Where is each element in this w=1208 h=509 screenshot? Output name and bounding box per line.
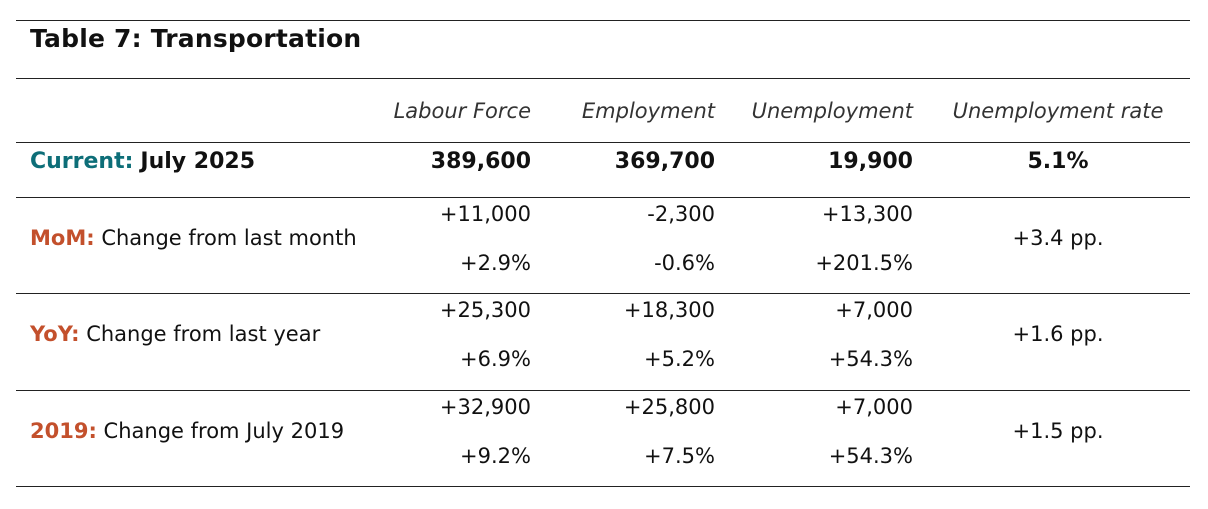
table-top-rule <box>16 20 1190 21</box>
yoy-employment-abs: +18,300 <box>623 298 715 322</box>
table-title: Table 7: Transportation <box>30 24 362 53</box>
yoy-employment-pct: +5.2% <box>644 347 715 371</box>
current-labour-force: 389,600 <box>430 149 531 174</box>
yoy-unemployment-abs: +7,000 <box>835 298 913 322</box>
yoy-rule <box>16 390 1190 391</box>
since-2019-employment-abs: +25,800 <box>623 395 715 419</box>
since-2019-description: Change from July 2019 <box>103 419 345 443</box>
current-unemployment: 19,900 <box>828 149 913 174</box>
mom-employment-abs: -2,300 <box>647 202 715 226</box>
yoy-unemployment-pct: +54.3% <box>828 347 913 371</box>
since-2019-unemployment-rate: +1.5 pp. <box>1012 419 1104 443</box>
mom-unemployment-rate: +3.4 pp. <box>1012 226 1104 250</box>
header-labour-force: Labour Force <box>393 99 531 123</box>
since-2019-unemployment-abs: +7,000 <box>835 395 913 419</box>
header-rule <box>16 142 1190 143</box>
header-employment: Employment <box>581 99 715 123</box>
mom-employment-pct: -0.6% <box>654 251 715 275</box>
mom-unemployment-abs: +13,300 <box>821 202 913 226</box>
yoy-unemployment-rate: +1.6 pp. <box>1012 322 1104 346</box>
yoy-tag: YoY: <box>30 322 80 346</box>
mom-labour-force-pct: +2.9% <box>460 251 531 275</box>
header-unemployment: Unemployment <box>751 99 913 123</box>
header-unemployment-rate: Unemployment rate <box>952 99 1164 123</box>
table-bottom-rule <box>16 486 1190 487</box>
yoy-labour-force-abs: +25,300 <box>439 298 531 322</box>
current-unemployment-rate: 5.1% <box>1027 149 1089 174</box>
current-employment: 369,700 <box>614 149 715 174</box>
mom-description: Change from last month <box>101 226 357 250</box>
since-2019-unemployment-pct: +54.3% <box>828 444 913 468</box>
current-period: July 2025 <box>140 149 256 174</box>
yoy-description: Change from last year <box>86 322 321 346</box>
current-rule <box>16 197 1190 198</box>
mom-row-label <box>30 228 357 249</box>
yoy-row-label <box>30 324 320 345</box>
title-rule <box>16 78 1190 79</box>
mom-unemployment-pct: +201.5% <box>815 251 913 275</box>
since-2019-labour-force-pct: +9.2% <box>460 444 531 468</box>
mom-rule <box>16 293 1190 294</box>
since-2019-labour-force-abs: +32,900 <box>439 395 531 419</box>
since-2019-row-label <box>30 421 344 442</box>
since-2019-tag: 2019: <box>30 419 97 443</box>
mom-labour-force-abs: +11,000 <box>439 202 531 226</box>
since-2019-employment-pct: +7.5% <box>644 444 715 468</box>
current-tag: Current: <box>30 149 134 174</box>
mom-tag: MoM: <box>30 226 95 250</box>
yoy-labour-force-pct: +6.9% <box>460 347 531 371</box>
current-row-label <box>30 151 255 173</box>
